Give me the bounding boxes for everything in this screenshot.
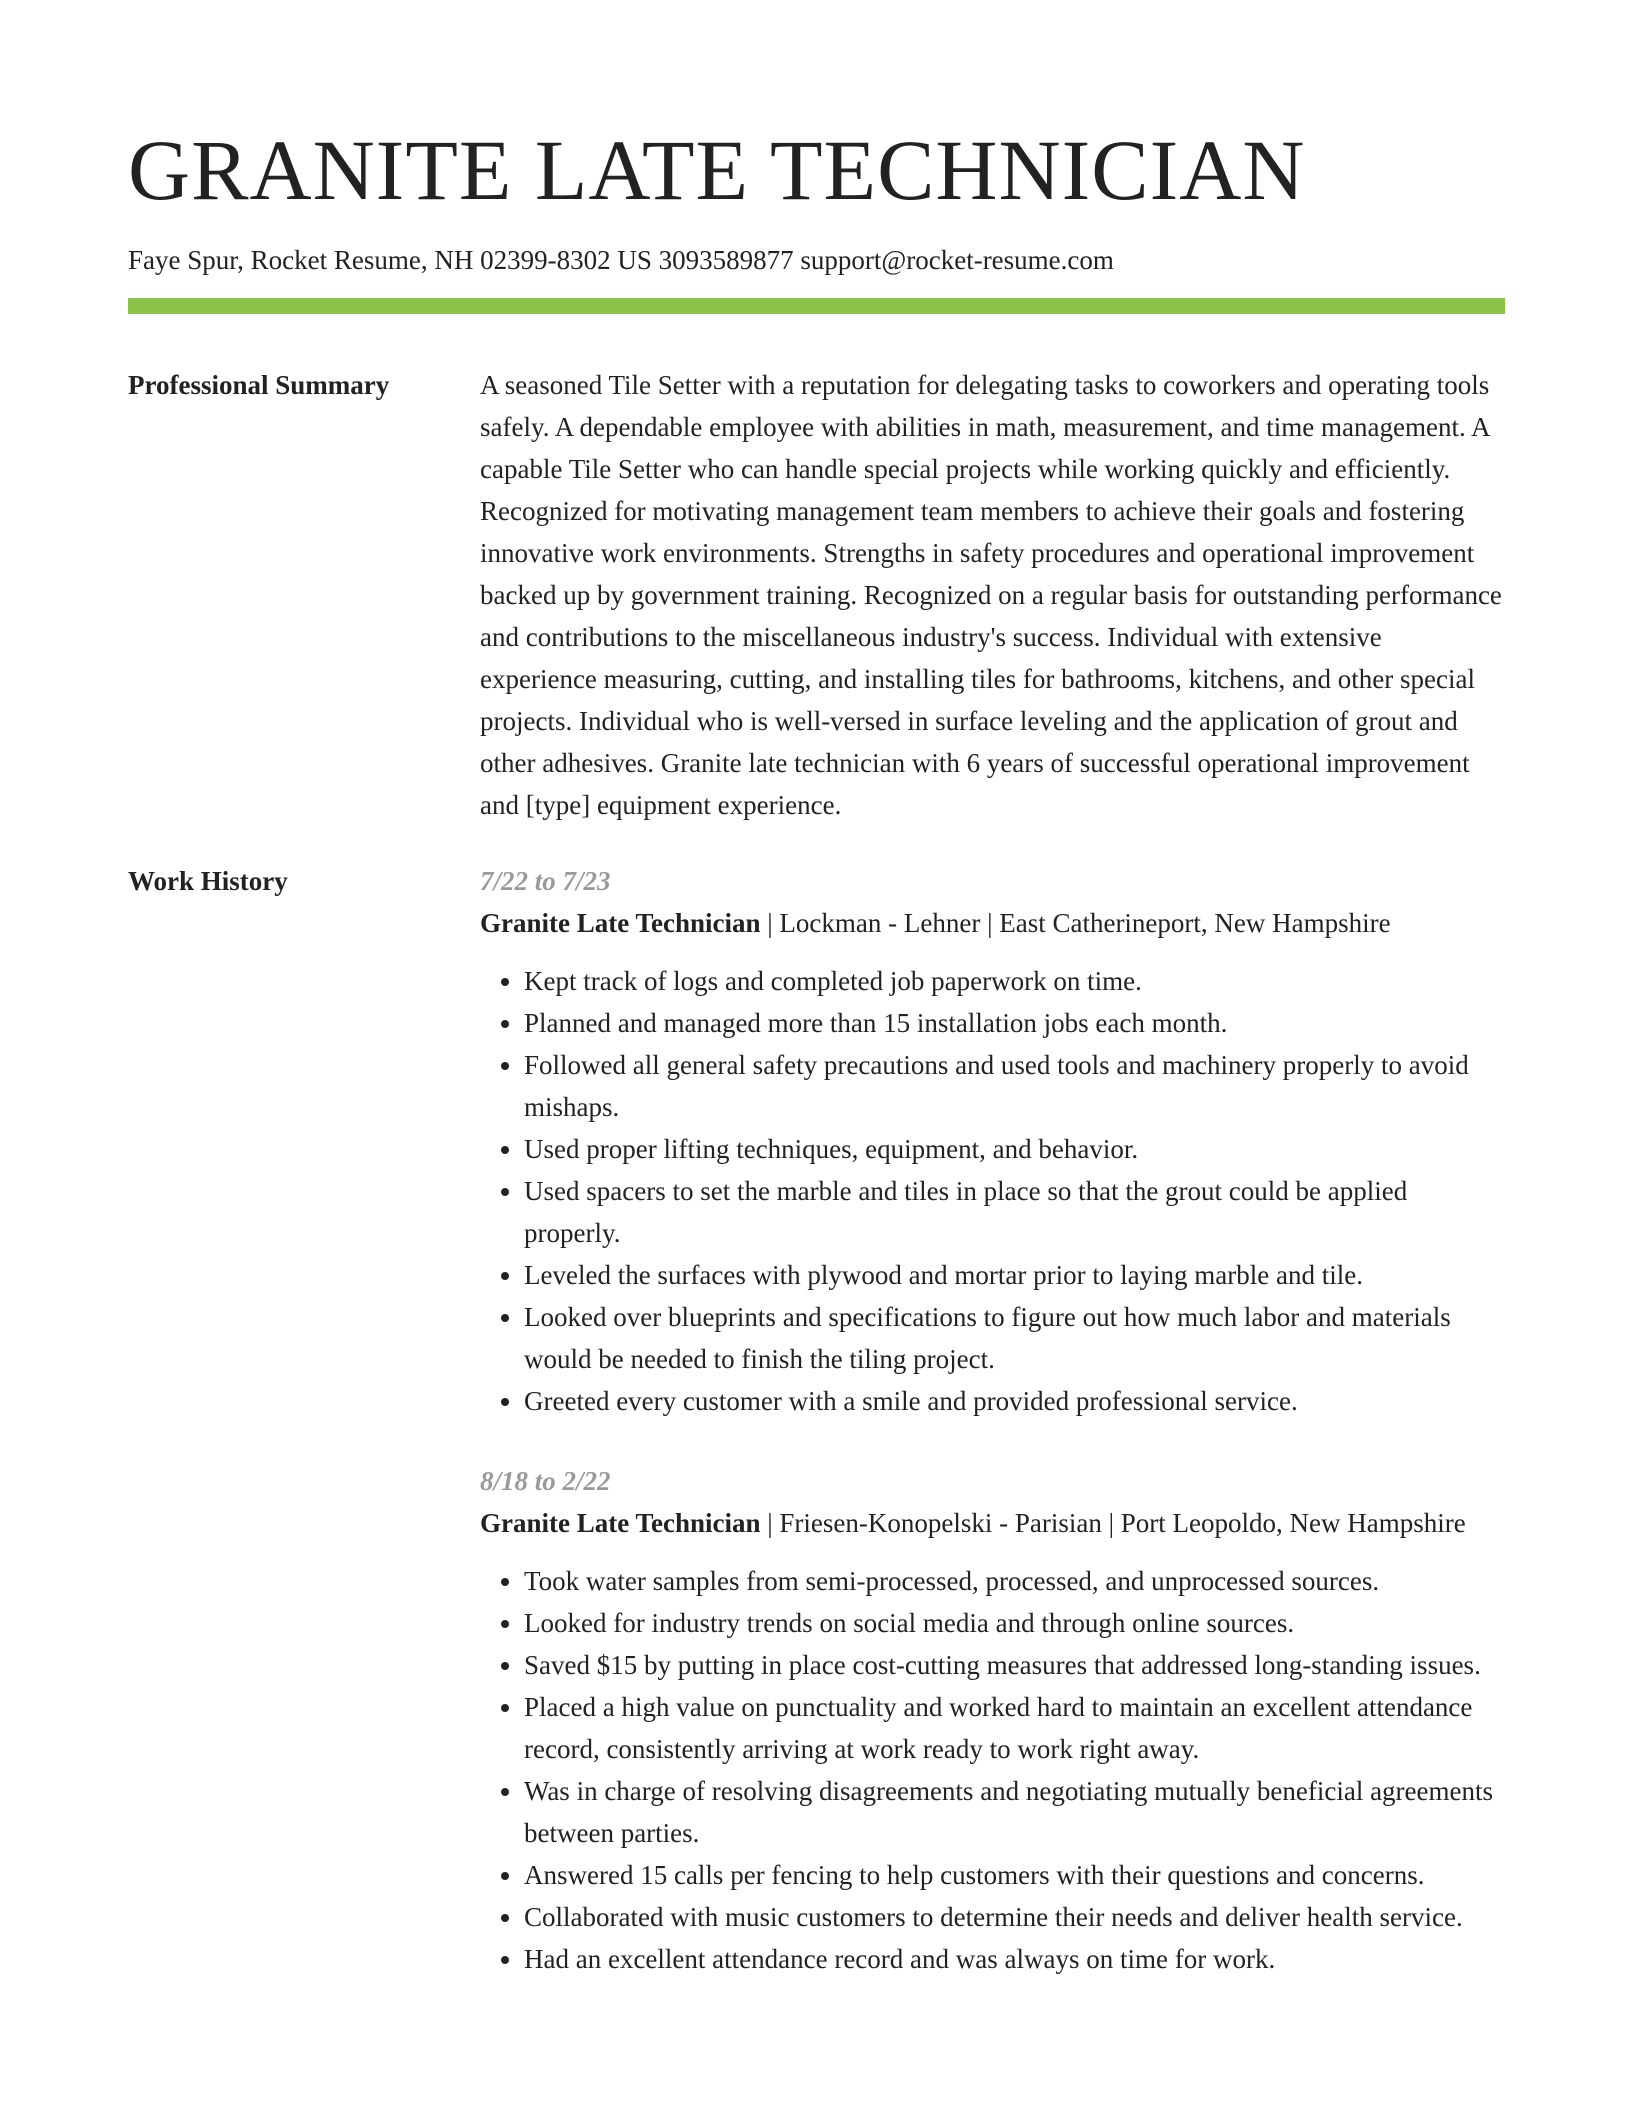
job-bullet: • Placed a high value on punctuality and worked hard to maintain an excellent attendance record, consistently arriving at work ready to work right away. (524, 1686, 1505, 1770)
job-employer-location: | Lockman - Lehner | East Catherineport, New Hampshire (760, 908, 1391, 938)
job-bullet: • Leveled the surfaces with plywood and mortar prior to laying marble and tile. (524, 1254, 1505, 1296)
job-title: Granite Late Technician (480, 1508, 761, 1538)
job-dates: 8/18 to 2/22 (480, 1466, 611, 1496)
job-entry (480, 860, 1505, 1422)
summary-heading: Professional Summary (128, 370, 390, 400)
work-history-heading: Work History (128, 866, 288, 896)
job-bullet: • Collaborated with music customers to determine their needs and deliver health service. (524, 1896, 1505, 1938)
job-bullet: • Kept track of logs and completed job paperwork on time. (524, 960, 1505, 1002)
job-list (480, 860, 1505, 2018)
job-bullet: • Had an excellent attendance record and was always on time for work. (524, 1938, 1505, 1980)
summary-text: A seasoned Tile Setter with a reputation for delegating tasks to coworkers and operating tools safely. A dependable employee with abilities in math, measurement, and time management. A capable Tile Setter who can handle special projects while working quickly and efficiently. Recognized for motivating management team members to achieve their goals and fostering innovative work environments. Strengths in safety procedures and operational improvement backed up by government training. Recognized on a regular basis for outstanding performance and contributions to the miscellaneous industry's success. Individual with extensive experience measuring, cutting, and installing tiles for bathrooms, kitchens, and other special projects. Individual who is well-versed in surface leveling and the application of grout and other adhesives. Granite late technician with 6 years of successful operational improvement and [type] equipment experience. (480, 370, 1502, 820)
job-bullet: • Saved $15 by putting in place cost-cutting measures that addressed long-standing issues. (524, 1644, 1505, 1686)
job-bullet: • Looked for industry trends on social media and through online sources. (524, 1602, 1505, 1644)
header-divider (128, 298, 1505, 314)
job-bullet: • Answered 15 calls per fencing to help customers with their questions and concerns. (524, 1854, 1505, 1896)
job-bullet: • Took water samples from semi-processed, processed, and unprocessed sources. (524, 1560, 1505, 1602)
job-entry (480, 1460, 1505, 1980)
job-bullet: • Was in charge of resolving disagreements and negotiating mutually beneficial agreements between parties. (524, 1770, 1505, 1854)
job-bullet-list (480, 1560, 1505, 1980)
job-bullet: • Used proper lifting techniques, equipment, and behavior. (524, 1128, 1505, 1170)
job-bullet: • Greeted every customer with a smile and provided professional service. (524, 1380, 1505, 1422)
job-bullet: • Used spacers to set the marble and tiles in place so that the grout could be applied properly. (524, 1170, 1505, 1254)
candidate-name: GRANITE LATE TECHNICIAN (128, 122, 1306, 218)
summary-section (128, 364, 1505, 826)
job-dates: 7/22 to 7/23 (480, 866, 611, 896)
work-history-section (128, 860, 1505, 2018)
contact-info: Faye Spur, Rocket Resume, NH 02399-8302 US 3093589877 support@rocket-resume.com (128, 245, 1114, 275)
resume-page (128, 0, 1505, 2018)
job-title-line (480, 902, 1505, 944)
job-title-line (480, 1502, 1505, 1544)
job-employer-location: | Friesen-Konopelski - Parisian | Port Leopoldo, New Hampshire (760, 1508, 1466, 1538)
job-bullet-list (480, 960, 1505, 1422)
job-bullet: • Followed all general safety precautions and used tools and machinery properly to avoid mishaps. (524, 1044, 1505, 1128)
job-bullet: • Looked over blueprints and specifications to figure out how much labor and materials would be needed to finish the tiling project. (524, 1296, 1505, 1380)
job-title: Granite Late Technician (480, 908, 761, 938)
job-bullet: • Planned and managed more than 15 installation jobs each month. (524, 1002, 1505, 1044)
